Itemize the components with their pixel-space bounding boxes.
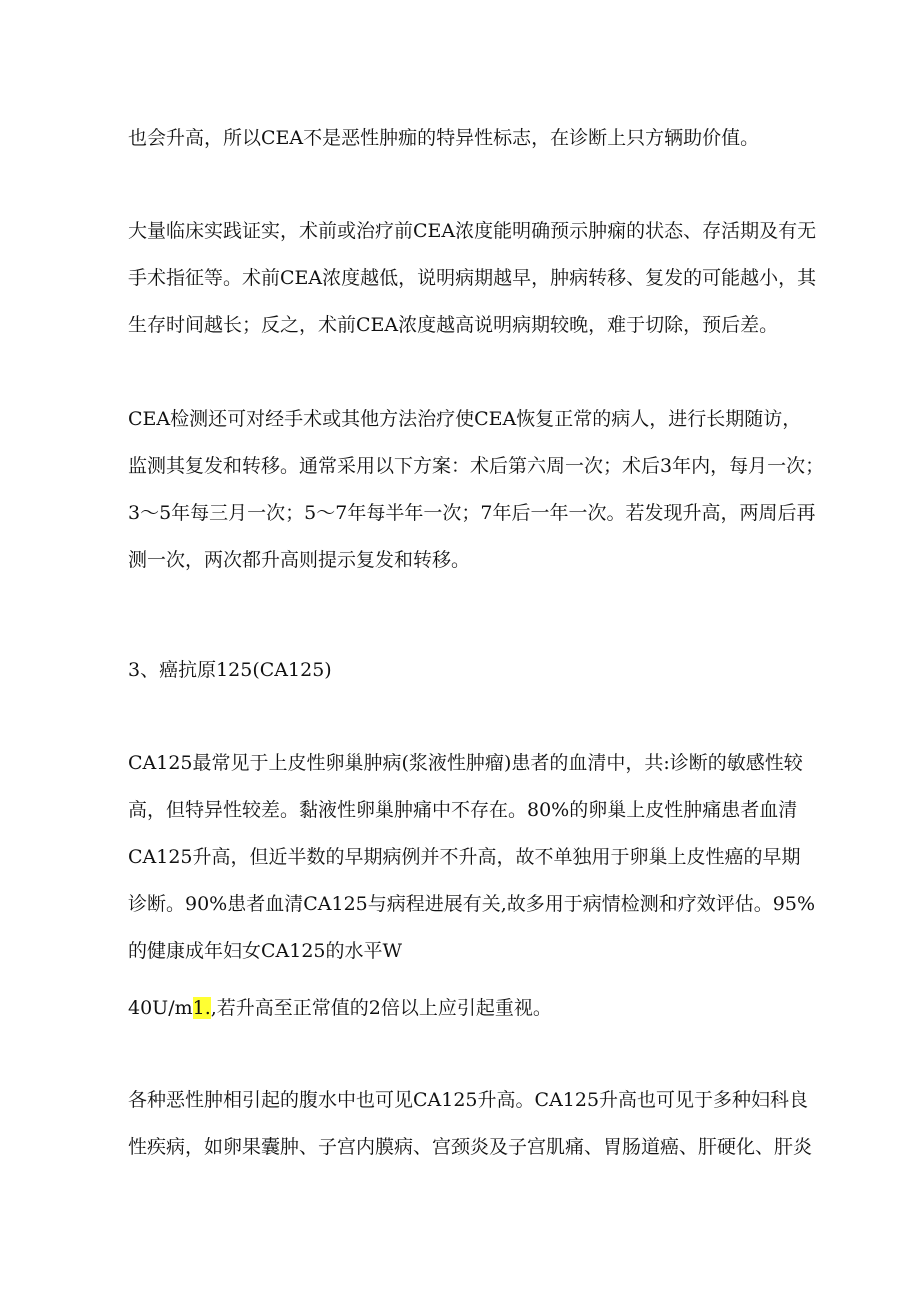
text-line: 手术指征等。术前CEA浓度越低，说明病期越早，肿病转移、复发的可能越小，其 (128, 267, 817, 289)
paragraph-cea-prognosis (128, 220, 817, 336)
text-line: 各种恶性肿相引起的腹水中也可见CA125升高。CA125升高也可见于多种妇科良 (128, 1089, 809, 1111)
text-line (128, 998, 808, 1018)
text-line: 的健康成年妇女CA125的水平W (128, 940, 403, 962)
threshold-value-text: 40U/m (128, 997, 193, 1019)
section-heading-ca125 (128, 660, 808, 680)
paragraph-ca125-ovarian (128, 752, 816, 962)
section-heading: 3、癌抗原125(CA125) (128, 659, 332, 681)
text-line: 生存时间越长；反之，术前CEA浓度越高说明病期较晚，难于切除，预后差。 (128, 314, 779, 336)
text-line: 性疾病，如卵果囊肿、子宫内膜病、宫颈炎及子宫肌痛、胃肠道癌、肝硬化、肝炎 (128, 1136, 813, 1158)
text-line: 高，但特异性较差。黏液性卵巢肿痛中不存在。80%的卵巢上皮性肿痛患者血清 (128, 799, 798, 821)
text-line: CEA检测还可对经手术或其他方法治疗使CEA恢复正常的病人，进行长期随访， (128, 408, 802, 430)
text-line: 测一次，两次都升高则提示复发和转移。 (128, 549, 471, 571)
threshold-rest-text: ,若升高至正常值的2倍以上应引起重视。 (210, 997, 552, 1019)
text-line: CA125最常见于上皮性卵巢肿病(浆液性肿瘤)患者的血清中，共:诊断的敏感性较 (128, 752, 803, 774)
paragraph-ca125-threshold (128, 998, 808, 1018)
text-line: 也会升高，所以CEA不是恶性肿痂的特异性标志，在诊断上只方辆助价值。 (128, 127, 760, 149)
highlighted-text: 1. (192, 997, 211, 1019)
text-line: CA125升高，但近半数的早期病例并不升高，故不单独用于卵巢上皮性癌的早期 (128, 846, 801, 868)
text-line: 大量临床实践证实，术前或治疗前CEA浓度能明确预示肿痫的状态、存活期及有无 (128, 220, 817, 242)
text-line: 3～5年每三月一次；5～7年每半年一次；7年后一年一次。若发现升高，两周后再 (128, 502, 816, 524)
text-line: 诊断。90%患者血清CA125与病程进展有关,故多用于病情检测和疗效评估。95% (128, 893, 816, 915)
paragraph-cea-followup (128, 408, 825, 571)
paragraph-cea-auxiliary (128, 128, 808, 148)
paragraph-ca125-other (128, 1089, 813, 1158)
text-line: 监测其复发和转移。通常采用以下方案：术后第六周一次；术后3年内，每月一次； (128, 455, 825, 477)
